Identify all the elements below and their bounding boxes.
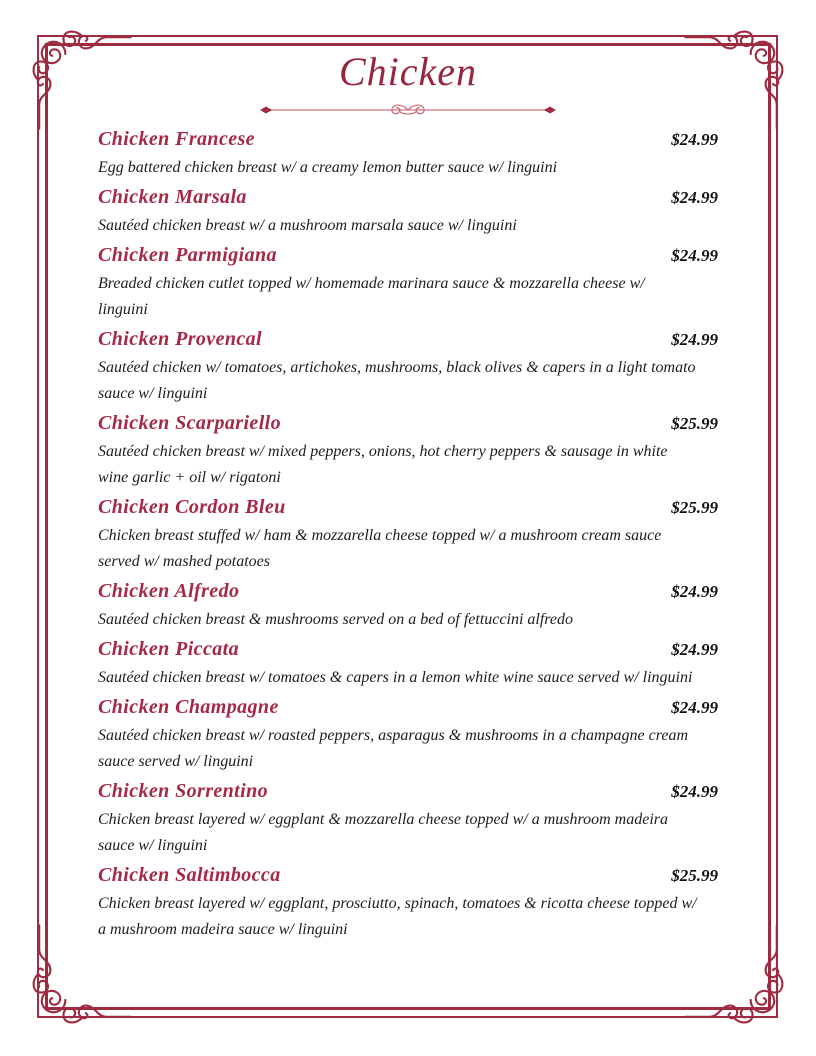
menu-item <box>98 577 718 633</box>
item-name: Chicken Saltimbocca <box>98 864 281 886</box>
item-name: Chicken Parmigiana <box>98 244 277 266</box>
item-description: Sautéed chicken breast w/ mixed peppers, onions, hot cherry peppers & sausage in white wine garlic + oil w/ rigatoni <box>98 443 668 486</box>
item-price: $24.99 <box>671 246 718 265</box>
item-description: Chicken breast layered w/ eggplant & mozzarella cheese topped w/ a mushroom madeira sauce w/ linguini <box>98 811 668 854</box>
menu-item-header <box>98 125 718 154</box>
menu-item <box>98 493 718 575</box>
item-description: Sautéed chicken breast w/ roasted peppers, asparagus & mushrooms in a champagne cream sauce served w/ linguini <box>98 727 688 770</box>
menu-item-header <box>98 241 718 270</box>
menu-item <box>98 861 718 943</box>
menu-item-header <box>98 635 718 664</box>
menu-item-header <box>98 693 718 722</box>
menu-item-header <box>98 493 718 522</box>
item-description: Breaded chicken cutlet topped w/ homemade marinara sauce & mozzarella cheese w/ linguini <box>98 275 645 318</box>
menu-item <box>98 183 718 239</box>
menu-item-header <box>98 183 718 212</box>
item-price: $25.99 <box>671 866 718 885</box>
item-description: Sautéed chicken breast & mushrooms served on a bed of fettuccini alfredo <box>98 611 574 628</box>
item-price: $24.99 <box>671 130 718 149</box>
item-name: Chicken Champagne <box>98 696 279 718</box>
menu-item <box>98 635 718 691</box>
menu-item <box>98 125 718 181</box>
item-price: $25.99 <box>671 498 718 517</box>
item-name: Chicken Cordon Bleu <box>98 496 286 518</box>
item-name: Chicken Francese <box>98 128 255 150</box>
menu-list <box>98 125 718 943</box>
item-price: $24.99 <box>671 188 718 207</box>
section-title: Chicken <box>338 49 478 94</box>
menu-item <box>98 241 718 323</box>
item-price: $24.99 <box>671 782 718 801</box>
item-description: Egg battered chicken breast w/ a creamy lemon butter sauce w/ linguini <box>98 159 558 176</box>
item-price: $24.99 <box>671 640 718 659</box>
menu-item <box>98 325 718 407</box>
item-description: Sautéed chicken breast w/ a mushroom marsala sauce w/ linguini <box>98 217 517 234</box>
item-description: Chicken breast layered w/ eggplant, prosciutto, spinach, tomatoes & ricotta cheese topped w/ a mushroom madeira sauce w/ linguini <box>98 895 697 938</box>
menu-item-header <box>98 777 718 806</box>
item-description: Sautéed chicken breast w/ tomatoes & capers in a lemon white wine sauce served w/ linguini <box>98 669 693 686</box>
menu-item-header <box>98 325 718 354</box>
item-price: $24.99 <box>671 330 718 349</box>
item-name: Chicken Scarpariello <box>98 412 282 434</box>
menu-item <box>98 693 718 775</box>
menu-item <box>98 409 718 491</box>
item-price: $24.99 <box>671 698 718 717</box>
item-name: Chicken Marsala <box>98 186 247 208</box>
item-name: Chicken Piccata <box>98 638 239 660</box>
item-name: Chicken Provencal <box>98 328 263 350</box>
item-name: Chicken Sorrentino <box>98 780 269 802</box>
item-name: Chicken Alfredo <box>98 580 240 602</box>
menu-item-header <box>98 861 718 890</box>
menu-item-header <box>98 577 718 606</box>
item-price: $25.99 <box>671 414 718 433</box>
item-description: Sautéed chicken w/ tomatoes, artichokes, mushrooms, black olives & capers in a light tomato sauce w/ linguini <box>98 359 696 402</box>
item-price: $24.99 <box>671 582 718 601</box>
menu-item <box>98 777 718 859</box>
menu-item-header <box>98 409 718 438</box>
menu-content <box>98 46 718 945</box>
title-divider-icon <box>258 102 558 118</box>
item-description: Chicken breast stuffed w/ ham & mozzarella cheese topped w/ a mushroom cream sauce served w/ mashed potatoes <box>98 527 662 570</box>
